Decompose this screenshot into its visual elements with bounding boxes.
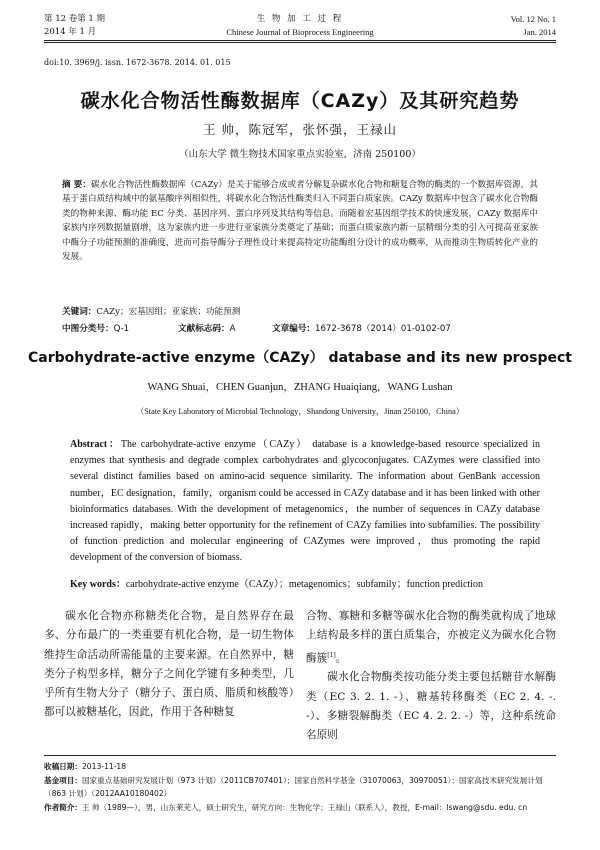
footnotes: [44, 760, 556, 814]
en-affiliation: （State Key Laboratory of Microbial Technology，Shandong University，Jinan 250100，China）: [136, 407, 464, 416]
doi: doi:10. 3969/j. issn. 1672-3678. 2014. 01. 015: [44, 58, 231, 67]
volume-en: Vol. 12 No. 1: [510, 14, 556, 24]
author-label: 作者简介：: [44, 802, 82, 812]
received-value: 2013-11-18: [81, 762, 127, 771]
body-left-text: 碳水化合物亦称糖类化合物，是自然界存在最多、分布最广的一类重要有机化合物，是一切生物体维持生命活动所需能量的主要来源。在自然界中，糖类分子构型多样，糖分子之间化学键有多种类型，几乎所有生物大分子（糖分子、蛋白质、脂质和核酸等）都可以被糖基化，因此，作用于各种糖复: [44, 610, 294, 719]
body-right-text-1-end: 。: [335, 652, 347, 665]
author-value: 王 帅（1989—），男，山东莱芜人，硕士研究生，研究方向：生物化学；王禄山（联系人），教授，E-mail：lswang@sdu. edu. cn: [81, 802, 528, 812]
funding-label: 基金项目：: [44, 775, 82, 785]
date-cn: 2014 年 1 月: [44, 27, 97, 37]
en-abstract-text: The carbohydrate-active enzyme（CAZy） database is a knowledge-based resource specialized in enzymes that synthesis and degrade complex carbohydrates and glycoconjugates. CAZymes were classified into several distinct families based on amino-acid sequence similarity. The information about GenBank accession number，EC designation，family，organism could be accessed in CAZy database and it has been linked with other bioinformatics databases. With the development of metagenomics，the number of sequences in CAZy database increased rapidly，making better opportunity for the refinement of CAZy families into subfamilies. The possibility of function prediction and molecular engineering of CAZymes were improved，thus promoting the rapid development of the conversion of biomass.: [70, 439, 540, 564]
clc-label: 中图分类号：: [62, 324, 114, 334]
footnote-rule: [44, 755, 556, 756]
cn-authors: 王 帅，陈冠军，张怀强，王禄山: [203, 122, 397, 137]
body-right-paragraph-2: 碳水化合物酶类按功能分类主要包括糖苷水解酶类（EC 3. 2. 1. -）、糖基转移酶类（EC 2. 4. -. -）、多糖裂解酶类（EC 4. 2. 2. -）等，这种系统命名原则: [306, 671, 556, 742]
cn-title: 碳水化合物活性酶数据库（CAZy）及其研究趋势: [80, 90, 520, 112]
doc-code-value: A: [229, 324, 236, 334]
article-no-label: 文章编号：: [272, 324, 315, 334]
cn-abstract-text: 碳水化合物活性酶数据库（CAZy）是关于能够合成或者分解复杂碳水化合物和糖复合物的酶类的一个数据库资源，其基于蛋白质结构域中的氨基酸序列相似性，将碳水化合物活性酶类归入不同蛋白质家族。CAZy 数据库中包含了碳水化合物酶类的物种来源、酶功能 EC 分类、基因序列、蛋白序列及其结构等信息。而随着宏基因组学技术的快速发展，CAZy 数据库中家族内序列数据量剧增，这为家族内进一步进行亚家族分类奠定了基础；而蛋白质家族内新一层精细分类的引入可提高亚家族中酶分子功能预测的准确度，进而可指导酶分子理性设计来提高特定功能酶组分设计的成功概率，从而推动生物质转化产业的发展。: [62, 180, 538, 263]
volume-cn: 第 12 卷第 1 期: [44, 14, 106, 24]
header-right: [511, 14, 556, 38]
cn-abstract: [62, 178, 538, 264]
article-no-value: 1672-3678（2014）01-0102-07: [314, 324, 451, 334]
clc-row: [62, 322, 129, 334]
cn-affiliation: （山东大学 微生物技术国家重点实验室，济南 250100）: [179, 149, 421, 160]
funding-value: 国家重点基础研究发展计划（973 计划）（2011CB707401）；国家自然科学基金（31070063，30970051）；国家高技术研究发展计划（863 计划）（2012AA10180402）: [44, 775, 543, 798]
doc-code-label: 文献标志码：: [178, 324, 230, 334]
cn-keywords-text: CAZy；宏基因组；亚家族；功能预测: [96, 307, 241, 317]
en-abstract: [70, 437, 540, 567]
journal-en: Chinese Journal of Bioprocess Engineering: [226, 27, 374, 37]
received-label: 收稿日期：: [44, 762, 82, 771]
header-rule: [44, 40, 556, 41]
funding-row: [44, 774, 556, 801]
body-right-paragraph-1: [306, 607, 556, 668]
article-no-row: [272, 322, 451, 334]
cn-keywords: [62, 305, 538, 319]
cn-keywords-label: 关键词：: [62, 307, 97, 317]
body-right-text-1: 合物、寡糖和多糖等碳水化合物的酶类就构成了地球上结构最多样的蛋白质集合，亦被定义为碳水化合物酶簇: [306, 610, 556, 665]
en-title: Carbohydrate-active enzyme（CAZy） database and its new prospect: [28, 350, 572, 366]
en-abstract-label: Abstract：: [70, 439, 121, 450]
cn-abstract-label: 摘 要：: [62, 180, 91, 190]
en-keywords-text: carbohydrate-active enzyme（CAZy）；metagenomics；subfamily；function prediction: [125, 579, 483, 590]
date-en: Jan. 2014: [523, 27, 556, 37]
author-row: [44, 801, 556, 815]
en-authors: WANG Shuai，CHEN Guanjun，ZHANG Huaiqiang，WANG Lushan: [147, 382, 453, 393]
en-keywords: [70, 575, 540, 590]
en-keywords-label: Key words：: [70, 579, 126, 590]
received-row: [44, 760, 556, 774]
header-rule-thin: [44, 42, 556, 43]
clc-value: Q-1: [113, 324, 130, 334]
doc-code-row: [178, 322, 235, 334]
journal-cn: 生 物 加 工 过 程: [256, 14, 344, 24]
citation-ref: [1]: [327, 651, 336, 659]
body-left-column: [44, 607, 294, 723]
body-right-column: [306, 607, 556, 746]
